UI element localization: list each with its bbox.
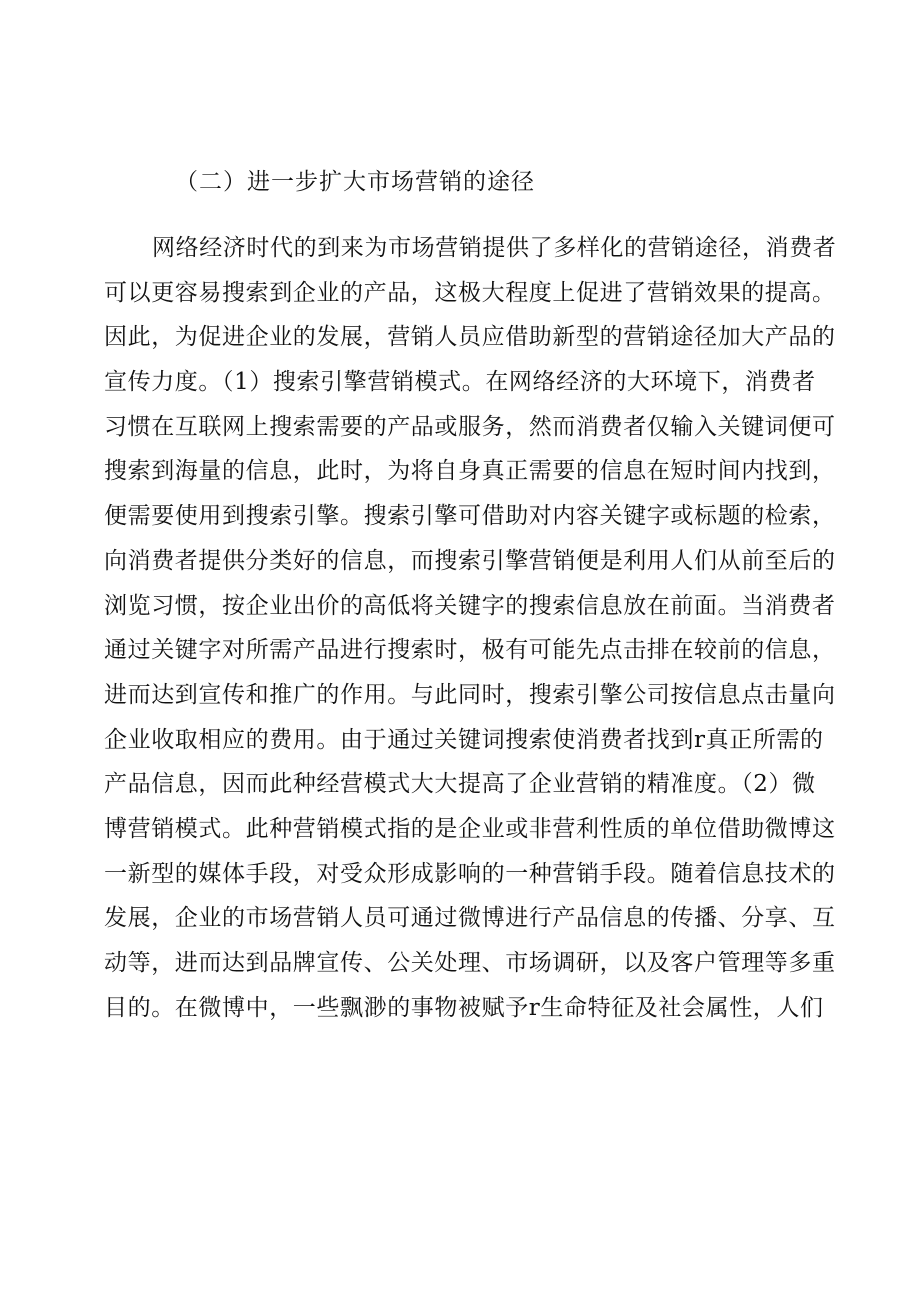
paragraph-line: 因此，为促进企业的发展，营销人员应借助新型的营销途径加大产品的: [104, 324, 836, 351]
paragraph-line: 进而达到宣传和推广的作用。与此同时，搜索引擎公司按信息点击量向: [104, 681, 836, 708]
paragraph-line: 网络经济时代的到来为市场营销提供了多样化的营销途径，消费者: [152, 235, 837, 261]
body-paragraph: [104, 226, 837, 1030]
paragraph-line: 搜索到海量的信息，此时，为将自身真正需要的信息在短时间内找到，: [104, 458, 836, 485]
section-heading: （二）进一步扩大市场营销的途径: [175, 169, 535, 195]
paragraph-line: 便需要使用到搜索引擎。搜索引擎可借助对内容关键字或标题的检索，: [104, 503, 836, 530]
paragraph-line: 企业收取相应的费用。由于通过关键词搜索使消费者找到r真正所需的: [104, 726, 824, 753]
paragraph-line: 向消费者提供分类好的信息，而搜索引擎营销便是利用人们从前至后的: [104, 547, 836, 574]
paragraph-line: 宣传力度。（1）搜索引擎营销模式。在网络经济的大环境下，消费者: [104, 369, 816, 396]
paragraph-line: 产品信息，因而此种经营模式大大提高了企业营销的精准度。（2）微: [104, 771, 816, 798]
paragraph-line: 博营销模式。此种营销模式指的是企业或非营利性质的单位借助微博这: [104, 815, 836, 842]
paragraph-line: 一新型的媒体手段，对受众形成影响的一种营销手段。随着信息技术的: [104, 860, 836, 887]
paragraph-line: 动等，进而达到品牌宣传、公关处理、市场调研，以及客户管理等多重: [104, 950, 836, 976]
paragraph-line: 发展，企业的市场营销人员可通过微博进行产品信息的传播、分享、互: [104, 905, 836, 932]
paragraph-line: 通过关键字对所需产品进行搜索时，极有可能先点击排在较前的信息，: [104, 637, 836, 664]
paragraph-line: 浏览习惯，按企业出价的高低将关键字的搜索信息放在前面。当消费者: [104, 592, 836, 619]
paragraph-line: 可以更容易搜索到企业的产品，这极大程度上促进了营销效果的提高。: [104, 279, 836, 306]
paragraph-line: 目的。在微博中，一些飘渺的事物被赋予r生命特征及社会属性，人们: [104, 994, 824, 1021]
paragraph-line: 习惯在互联网上搜索需要的产品或服务，然而消费者仅输入关键词便可: [104, 413, 836, 440]
